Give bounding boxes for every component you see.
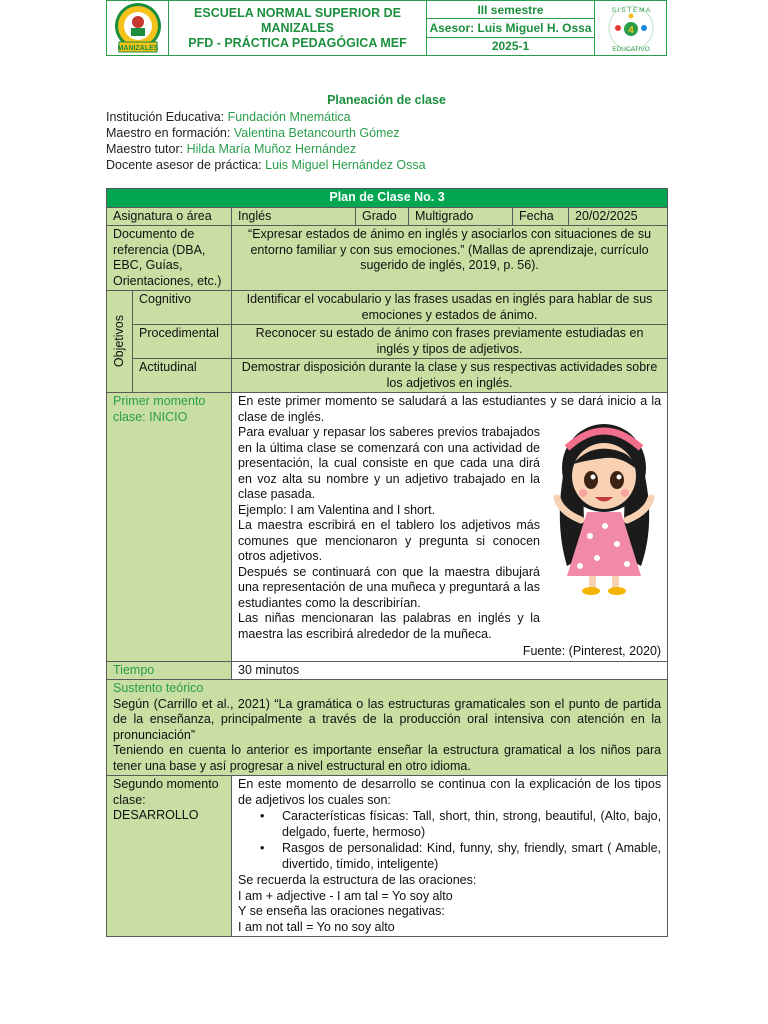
- header-course-info: [427, 1, 595, 55]
- asignatura-value: Inglés: [232, 207, 356, 226]
- advisor: Asesor: Luis Miguel H. Ossa: [427, 19, 594, 37]
- documento-value: “Expresar estados de ánimo en inglés y asociarlos con situaciones de su entorno familiar y con sus emociones.” (Mallas de aprendizaje, currículo sugerido de inglés, 2019, p. 56).: [232, 226, 668, 291]
- objetivo-actitudinal-value: Demostrar disposición durante la clase y sus respectivas actividades sobre los adjetivos en inglés.: [232, 359, 668, 393]
- bullet-icon: •: [260, 841, 265, 855]
- desarrollo-line: Se recuerda la estructura de las oraciones:: [238, 873, 477, 887]
- inicio-label: Primer momento clase: INICIO: [107, 393, 232, 662]
- svg-text:S I S T E M A: S I S T E M A: [611, 7, 650, 14]
- header-school-name: [169, 1, 427, 55]
- lesson-plan-table: [106, 188, 668, 937]
- image-source: Fuente: (Pinterest, 2020): [522, 644, 662, 658]
- asignatura-label: Asignatura o área: [107, 207, 232, 226]
- objetivo-cognitivo-label: Cognitivo: [133, 291, 232, 325]
- desarrollo-content: [232, 776, 668, 937]
- sustento-cell: [107, 680, 668, 776]
- institution-info: [106, 109, 426, 173]
- semester: III semestre: [427, 1, 594, 19]
- period: 2025-1: [491, 39, 530, 54]
- bullet-icon: •: [260, 809, 265, 823]
- inicio-paragraph: La maestra escribirá en el tablero los adjetivos más comunes que mencionaron y pregunta si conocen otros adjetivos.: [238, 518, 540, 563]
- desarrollo-line: Y se enseña las oraciones negativas:: [238, 904, 445, 918]
- objetivos-label: Objetivos: [111, 315, 126, 368]
- inicio-content: [232, 393, 668, 662]
- info-row-maestro-formacion: Maestro en formación: Valentina Betancourth Gómez: [106, 126, 400, 140]
- school-name-line1: ESCUELA NORMAL SUPERIOR DE: [194, 5, 401, 20]
- desarrollo-label: Segundo momento clase: DESARROLLO: [107, 776, 232, 937]
- list-item: • Rasgos de personalidad: Kind, funny, shy, friendly, smart ( Amable, divertido, tímido, inteligente): [260, 841, 662, 871]
- inicio-paragraph: Para evaluar y repasar los saberes previos trabajados en la última clase se comenzará con una actividad de presentación, la cual consiste en que cada una dirá en voz alta su nombre y un adjetivo trabajado en la clase pasada.: [238, 425, 540, 501]
- info-row-institucion: Institución Educativa: Fundación Mnemática: [106, 110, 351, 124]
- adjective-type-list: [238, 809, 661, 872]
- objetivo-actitudinal-label: Actitudinal: [133, 359, 232, 393]
- tiempo-value: 30 minutos: [232, 661, 668, 680]
- program-name: PFD - PRÁCTICA PEDAGÓGICA MEF: [188, 35, 407, 50]
- info-row-maestro-tutor: Maestro tutor: Hilda María Muñoz Hernández: [106, 142, 357, 156]
- inicio-paragraph: Las niñas mencionaran las palabras en inglés y la maestra las escribirá alrededor de la muñeca.: [238, 611, 540, 641]
- objetivo-procedimental-label: Procedimental: [133, 325, 232, 359]
- document-header: [106, 0, 667, 56]
- sistema-educativo-logo: [595, 1, 666, 55]
- inicio-intro: En este primer momento se saludará a las estudiantes y se dará inicio a la clase de inglés.: [238, 394, 662, 424]
- school-name-line2: MANIZALES: [261, 20, 334, 35]
- desarrollo-intro: En este momento de desarrollo se continua con la explicación de los tipos de adjetivos los cuales son:: [238, 777, 662, 807]
- svg-text:4: 4: [627, 25, 634, 36]
- svg-text:MANIZALES: MANIZALES: [117, 45, 158, 52]
- svg-text:EDUCATIVO: EDUCATIVO: [611, 46, 650, 53]
- doll-illustration: [545, 416, 663, 598]
- grado-value: Multigrado: [409, 207, 513, 226]
- inicio-paragraphs: [238, 425, 540, 642]
- inicio-paragraph: Después se continuará con que la maestra dibujará una representación de una muñeca y preguntará a las estudiantes como la describirían.: [238, 564, 540, 610]
- objetivo-procedimental-value: Reconocer su estado de ánimo con frases previamente estudiadas en inglés y tipos de adjetivos.: [232, 325, 668, 359]
- tiempo-label: Tiempo: [107, 661, 232, 680]
- inicio-paragraph: Ejemplo: I am Valentina and I short.: [238, 502, 436, 517]
- sustento-quote: Según (Carrillo et al., 2021) “La gramática o las estructuras gramaticales son el punto de partida de la enseñanza, principalmente a través de la producción oral intensiva con atención en la pronunciación”: [113, 696, 662, 742]
- sustento-explanation: Teniendo en cuenta lo anterior es importante enseñar la estructura gramatical a los niños para tener una base y así progresar a nivel estructural en otro idioma.: [113, 743, 662, 773]
- objetivos-cell: [107, 291, 133, 393]
- objetivo-cognitivo-value: Identificar el vocabulario y las frases usadas en inglés para hablar de sus emociones y estados de ánimo.: [232, 291, 668, 325]
- documento-label: Documento de referencia (DBA, EBC, Guías, Orientaciones, etc.): [107, 226, 232, 291]
- info-row-docente-asesor: Docente asesor de práctica: Luis Miguel Hernández Ossa: [106, 158, 426, 172]
- sustento-label: Sustento teórico: [113, 681, 204, 695]
- fecha-label: Fecha: [513, 207, 569, 226]
- desarrollo-line: I am not tall = Yo no soy alto: [238, 919, 395, 934]
- desarrollo-line: I am + adjective - I am tal = Yo soy alto: [238, 888, 453, 903]
- fecha-value: 20/02/2025: [569, 207, 668, 226]
- list-item: • Características físicas: Tall, short, thin, strong, beautiful, (Alto, bajo, delgado, fuerte, hermoso): [260, 809, 662, 839]
- school-logo: [107, 1, 169, 55]
- plan-heading: Plan de Clase No. 3: [107, 189, 668, 208]
- document-title: Planeación de clase: [327, 93, 446, 107]
- grado-label: Grado: [356, 207, 409, 226]
